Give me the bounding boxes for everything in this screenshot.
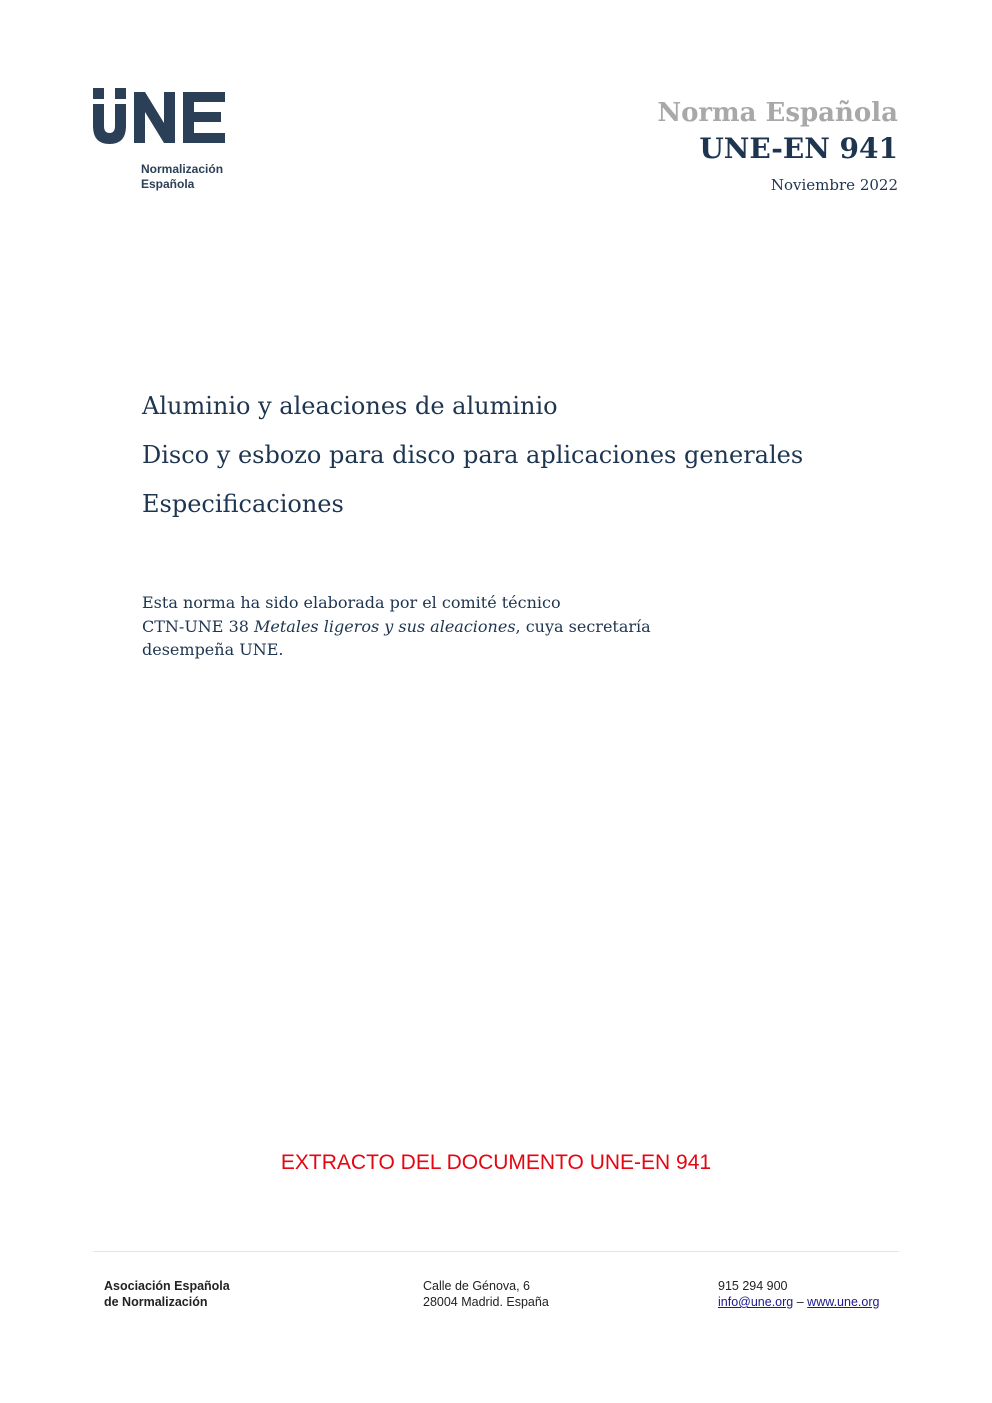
committee-line-3: desempeña UNE. — [142, 640, 284, 659]
footer-org-line-1: Asociación Española — [104, 1279, 230, 1293]
committee-statement — [142, 591, 682, 662]
title-line-2: Disco y esbozo para disco para aplicaciones generales — [142, 441, 804, 469]
committee-line-2-suffix: , cuya secretaría — [515, 616, 651, 636]
title-line-1: Aluminio y aleaciones de aluminio — [142, 392, 558, 420]
footer-links — [718, 1294, 879, 1310]
extract-notice: EXTRACTO DEL DOCUMENTO UNE-EN 941 — [280, 1151, 712, 1174]
footer-website-link[interactable]: www.une.org — [807, 1295, 880, 1309]
footer-org-line-2: de Normalización — [104, 1295, 208, 1309]
committee-line-2 — [142, 615, 682, 639]
title-line-3: Especificaciones — [142, 490, 344, 518]
standard-code: UNE-EN 941 — [699, 132, 898, 165]
footer-address-line-2: 28004 Madrid. España — [423, 1295, 549, 1309]
footer-organization — [104, 1278, 230, 1310]
footer-email-link[interactable]: info@une.org — [718, 1295, 794, 1309]
committee-code: CTN-UNE 38 — [142, 616, 255, 636]
committee-name: Metales ligeros y sus aleaciones — [254, 616, 516, 636]
une-logo-icon — [93, 88, 228, 146]
footer-divider — [93, 1251, 899, 1252]
standard-date: Noviembre 2022 — [770, 176, 898, 194]
logo-subtitle — [141, 162, 223, 192]
footer-contact — [718, 1278, 879, 1310]
logo-subtitle-line2: Española — [141, 177, 195, 191]
committee-line-1: Esta norma ha sido elaborada por el comité técnico — [142, 593, 561, 612]
document-titles — [142, 382, 902, 529]
footer-address-line-1: Calle de Génova, 6 — [423, 1279, 531, 1293]
footer-link-separator: – — [796, 1295, 804, 1309]
standard-header — [657, 96, 898, 194]
standard-label: Norma Española — [657, 98, 898, 128]
footer-phone: 915 294 900 — [718, 1279, 788, 1293]
footer-address — [423, 1278, 549, 1310]
logo-subtitle-line1: Normalización — [141, 162, 224, 176]
une-logo — [93, 88, 243, 198]
